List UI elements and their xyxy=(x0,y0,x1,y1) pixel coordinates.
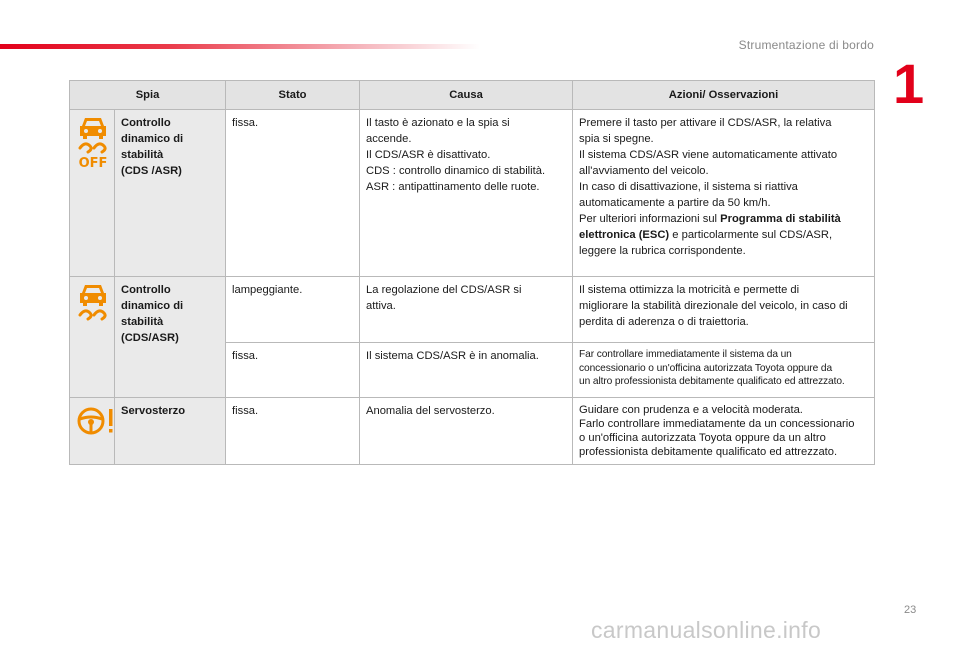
icon-cell xyxy=(70,277,115,398)
azioni-line xyxy=(579,211,868,227)
light-name-line: Controllo xyxy=(121,117,171,129)
esc-reference-bold: Programma di stabilità xyxy=(720,213,841,225)
light-name-line: dinamico di xyxy=(121,300,184,312)
causa-cell xyxy=(360,110,573,277)
light-name-cell xyxy=(115,110,226,277)
svg-text:OFF: OFF xyxy=(78,156,108,169)
stato-cell: fissa. xyxy=(226,110,360,277)
light-name-line: (CDS/ASR) xyxy=(121,332,179,344)
azioni-line: Premere il tasto per attivare il CDS/ASR, la relativa xyxy=(579,117,832,129)
esc-off-warning-icon xyxy=(76,156,110,172)
esc-reference-bold: elettronica (ESC) xyxy=(579,229,670,241)
table-row xyxy=(70,277,875,343)
azioni-line: concessionario o un'officina autorizzata Toyota oppure da xyxy=(579,362,833,374)
light-name-line: stabilità xyxy=(121,149,164,161)
table-header-row xyxy=(70,81,875,110)
causa-line: ASR : antipattinamento delle ruote. xyxy=(366,181,540,193)
table-row xyxy=(70,110,875,277)
column-header-stato: Stato xyxy=(226,81,360,110)
header-accent-bar xyxy=(0,44,480,49)
light-name-line: Controllo xyxy=(121,284,171,296)
esc-warning-icon xyxy=(76,313,110,325)
causa-line: attiva. xyxy=(366,300,396,312)
causa-cell xyxy=(360,398,573,465)
azioni-cell xyxy=(573,277,875,343)
causa-line: accende. xyxy=(366,133,412,145)
azioni-cell xyxy=(573,398,875,465)
watermark: carmanualsonline.info xyxy=(591,617,822,643)
steering-warning-icon xyxy=(76,430,116,442)
warning-lights-table xyxy=(69,80,875,465)
azioni-line: migliorare la stabilità direzionale del veicolo, in caso di xyxy=(579,300,848,312)
azioni-line: perdita di aderenza o di traiettoria. xyxy=(579,316,749,328)
icon-cell xyxy=(70,110,115,277)
icon-cell xyxy=(70,398,115,465)
light-name-line: dinamico di xyxy=(121,133,184,145)
azioni-line: Far controllare immediatamente il sistema da un xyxy=(579,349,792,360)
azioni-line: In caso di disattivazione, il sistema si riattiva xyxy=(579,181,798,193)
azioni-line: Il sistema CDS/ASR viene automaticamente attivato xyxy=(579,149,838,161)
causa-line: Anomalia del servosterzo. xyxy=(366,405,495,417)
azioni-line: un altro professionista debitamente qualificato ed attrezzato. xyxy=(579,376,845,387)
stato-cell: lampeggiante. xyxy=(226,277,360,343)
causa-cell xyxy=(360,343,573,398)
azioni-line: Guidare con prudenza e a velocità moderata. xyxy=(579,404,803,416)
light-name-line: stabilità xyxy=(121,316,164,328)
causa-line: La regolazione del CDS/ASR si xyxy=(366,284,522,296)
causa-line: Il sistema CDS/ASR è in anomalia. xyxy=(366,350,539,362)
azioni-line: professionista debitamente qualificato ed attrezzato. xyxy=(579,446,838,458)
column-header-spia: Spia xyxy=(70,81,226,110)
table-row xyxy=(70,398,875,465)
azioni-cell xyxy=(573,343,875,398)
light-name-line: (CDS /ASR) xyxy=(121,165,182,177)
azioni-cell xyxy=(573,110,875,277)
azioni-line: Farlo controllare immediatamente da un concessionario xyxy=(579,418,855,430)
light-name-cell xyxy=(115,398,226,465)
light-name-line: Servosterzo xyxy=(121,405,186,417)
stato-cell: fissa. xyxy=(226,343,360,398)
column-header-causa: Causa xyxy=(360,81,573,110)
light-name-cell xyxy=(115,277,226,398)
azioni-line: spia si spegne. xyxy=(579,133,654,145)
causa-cell xyxy=(360,277,573,343)
azioni-line: leggere la rubrica corrispondente. xyxy=(579,245,746,257)
azioni-line: Il sistema ottimizza la motricità e permette di xyxy=(579,284,800,296)
azioni-text: Per ulteriori informazioni sul xyxy=(579,213,721,225)
stato-cell: fissa. xyxy=(226,398,360,465)
azioni-line: all'avviamento del veicolo. xyxy=(579,165,709,177)
azioni-line: o un'officina autorizzata Toyota oppure da un altro xyxy=(579,432,826,444)
causa-line: CDS : controllo dinamico di stabilità. xyxy=(366,165,546,177)
section-title: Strumentazione di bordo xyxy=(738,38,874,52)
column-header-azioni: Azioni/ Osservazioni xyxy=(573,81,875,110)
azioni-text: e particolarmente sul CDS/ASR, xyxy=(669,229,833,241)
page-number: 23 xyxy=(904,604,917,616)
azioni-line: automaticamente a partire da 50 km/h. xyxy=(579,197,771,209)
causa-line: Il tasto è azionato e la spia si xyxy=(366,117,510,129)
chapter-number: 1 xyxy=(893,52,925,115)
causa-line: Il CDS/ASR è disattivato. xyxy=(366,149,491,161)
azioni-line xyxy=(579,227,868,243)
